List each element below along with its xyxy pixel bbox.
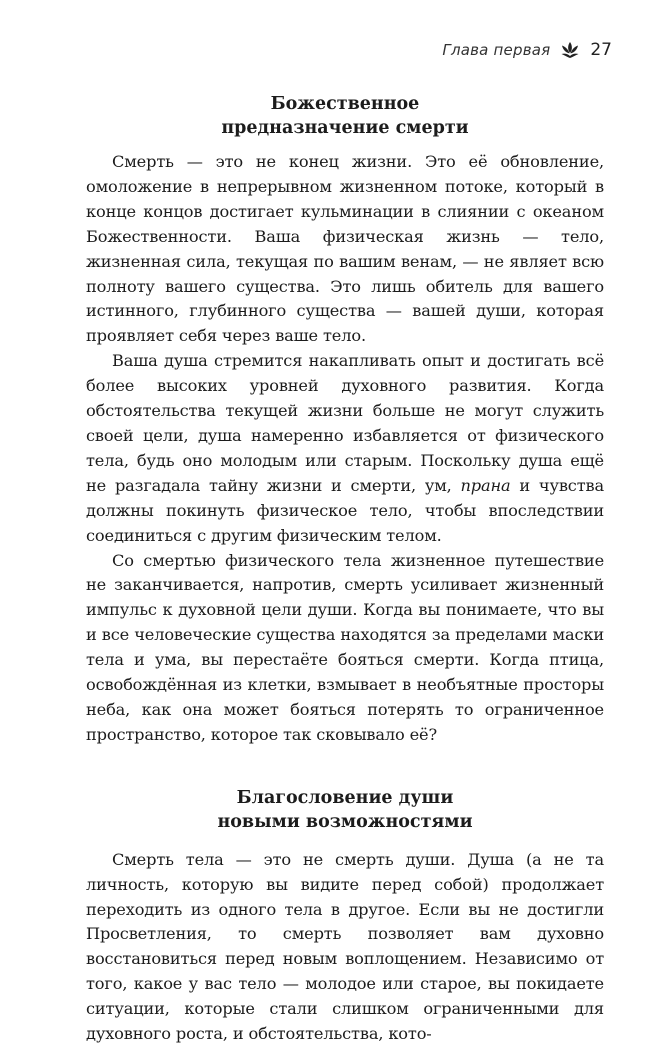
heading-line-1: Божественное	[270, 94, 420, 114]
heading-line-1: Благословение души	[236, 787, 454, 808]
heading-line-2: новыми возможностями	[217, 811, 473, 832]
section-heading	[86, 92, 604, 140]
section-blessing-soul	[86, 786, 604, 1047]
paragraph: Смерть тела — это не смерть души. Душа (а не та личность, которую вы видите перед собой) продолжает переходить из одного тела в другое. Если вы не достигли Просветления, то смерть позволяет вам духовно восстановиться перед новым воплощением. Независимо от того, какое у вас тело — молодое или старое, вы покидаете ситуации, которые стали слишком ограниченными для духовного роста, и обстоятельства, кото-	[86, 849, 604, 1044]
heading-line-2: предназначение смерти	[221, 118, 469, 138]
chapter-name: Глава первая	[442, 41, 551, 59]
paragraph-text: и чувства должны покинуть физическое тело, чтобы впоследствии соединиться с другим физическим телом.	[86, 475, 604, 545]
page-content	[86, 92, 604, 1047]
paragraph	[86, 349, 604, 548]
running-header	[442, 40, 612, 60]
paragraph: Со смертью физического тела жизненное путешествие не заканчивается, напротив, смерть усиливает жизненный импульс к духовной цели души. Когда вы понимаете, что вы и все человеческие существа находятся за пределами маски тела и ума, вы перестаёте бояться смерти. Когда птица, освобождённая из клетки, взмывает в необъятные просторы неба, как она может бояться потерять то ограниченное пространство, которое так сковывало её?	[86, 550, 604, 744]
section-heading	[86, 786, 604, 834]
section-divine-purpose	[86, 92, 604, 748]
emphasis-prana: прана	[460, 475, 511, 495]
page-number: 27	[590, 40, 612, 60]
paragraph-text: Ваша душа стремится накапливать опыт и достигать всё более высоких уровней духовного развития. Когда обстоятельства текущей жизни больше не могут служить своей цели, душа намеренно избавляется от физического тела, будь оно молодым или старым. Поскольку душа ещё не разгадала тайну жизни и смерти, ум,	[86, 351, 604, 495]
paragraph: Смерть — это не конец жизни. Это её обновление, омоложение в непрерывном жизненном потоке, который в конце концов достигает кульминации в слиянии с океаном Божественности. Ваша физическая жизнь — тело, жизненная сила, текущая по вашим венам, — не являет всю полноту вашего существа. Это лишь обитель для вашего истинного, глубинного существа — вашей души, которая проявляет себя через ваше тело.	[86, 152, 604, 346]
lotus-icon	[560, 41, 580, 59]
